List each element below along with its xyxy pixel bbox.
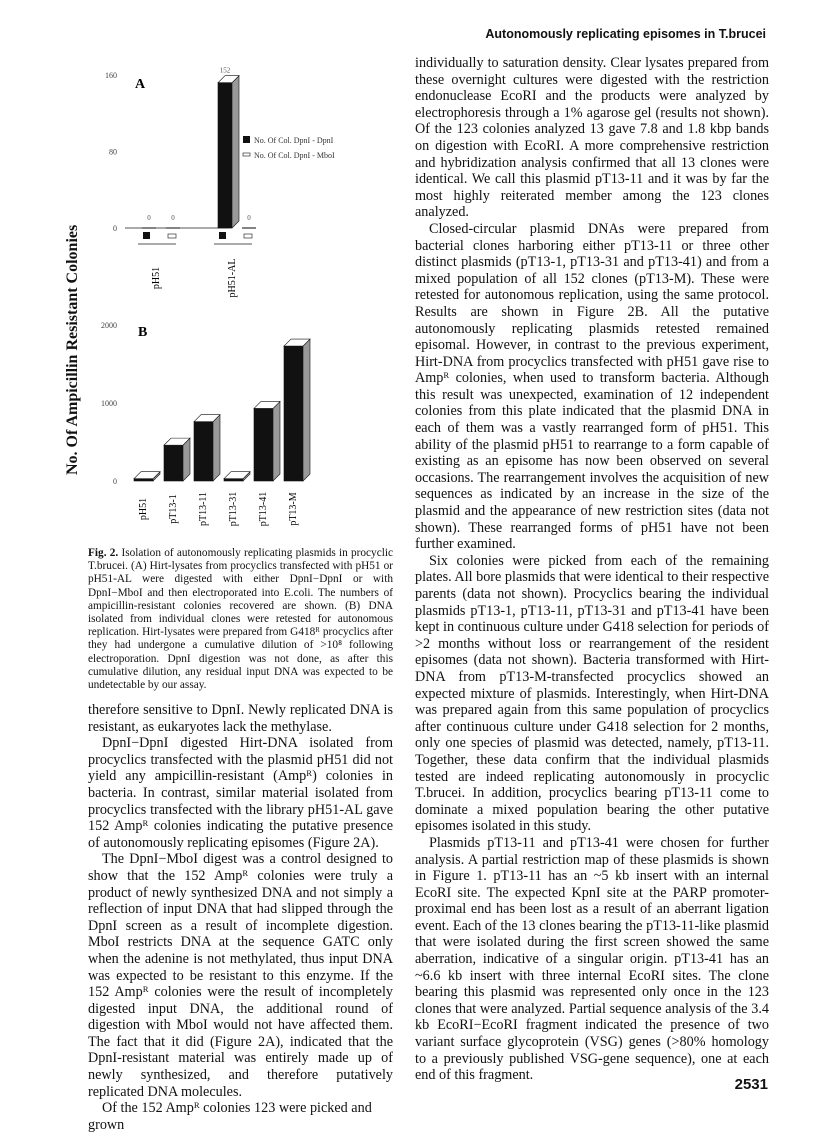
bar [254, 401, 280, 481]
bar [194, 415, 220, 481]
value-label: 152 [219, 66, 231, 75]
bar-side [303, 339, 310, 481]
figure-2 [50, 55, 400, 545]
panel-a [105, 67, 335, 298]
y-tick-label: 1000 [101, 399, 117, 408]
y-tick-label: 0 [113, 224, 117, 233]
bar-front [194, 422, 213, 481]
bar-front [254, 408, 273, 481]
bar [218, 76, 239, 228]
legend-swatch-dpni [219, 232, 226, 239]
y-tick-label: 80 [109, 147, 117, 157]
bar-front [218, 83, 232, 228]
bar-side [232, 76, 239, 228]
figure-caption [88, 547, 393, 692]
category-label: pH51 [151, 266, 162, 290]
bar-front [284, 346, 303, 481]
paragraph: DpnI−DpnI digested Hirt-DNA isolated from procyclics transfected with the plasmid pH51 did not yield any ampicillin-resistant (Ampᴿ) colonies in bacteria. In contrast, similar material isolated from procyclics transfected with the library pH51-AL gave 152 Ampᴿ colonies indicating the putative presence of autonomously replicating episomes (Figure 2A). [88, 735, 393, 851]
bar [134, 472, 160, 481]
caption-label: Fig. 2. [88, 547, 119, 559]
y-axis-label: No. Of Ampicillin Resistant Colonies [64, 224, 81, 475]
bar-side [273, 401, 280, 481]
panel-label: A [135, 77, 146, 92]
running-header: Autonomously replicating episomes in T.brucei [485, 27, 766, 41]
bar-front [134, 479, 153, 481]
category-label: pT13-M [288, 492, 299, 526]
left-column [88, 702, 393, 1133]
panel-label: B [138, 325, 148, 340]
paragraph: Plasmids pT13-11 and pT13-41 were chosen for further analysis. A partial restriction map of these plasmids is shown in Figure 1. pT13-11 has an ~5 kb insert with an internal EcoRI site. The expected KpnI site at the PARP promoter-proximal end has been lost as a result of an aberrant ligation event. Each of the 13 clones bearing the pT13-11-like plasmid that were isolated during the first screen showed the same aberration, indicative of a singular origin. pT13-41 has an ~6.6 kb insert with three internal EcoRI sites. The clone bearing this plasmid was represented only once in the 123 clones that were analyzed. Partial sequence analysis of the 3.4 kb EcoRI−EcoRI fragment indicated the presence of two variant surface glycoprotein (VSG) genes (>80% homology to a previously published VSG-gene sequence), one at each end of this fragment. [415, 834, 769, 1084]
value-label: 0 [171, 214, 175, 222]
bar-front [224, 479, 243, 481]
bar-front [164, 445, 183, 481]
paragraph: individually to saturation density. Clear lysates prepared from these overnight cultures were digested with the restriction endonuclease EcoRI and the products were analyzed by electrophoresis through a 1% agarose gel (results not shown). Of the 123 colonies analyzed 13 gave 7.8 and 1.8 kbp bands on digestion with EcoRI. A more comprehensive restriction and hybridization analysis confirmed that all 13 clones were identical. We call this plasmid pT13-11 and it was by far the most highly reiterated member among the 123 clones analyzed. [415, 55, 769, 221]
bar-side [213, 415, 220, 481]
category-label: pT13-11 [198, 491, 209, 527]
legend-label: No. Of Col. DpnI - DpnI [254, 136, 334, 145]
page-number: 2531 [734, 1076, 768, 1093]
paragraph: therefore sensitive to DpnI. Newly replicated DNA is resistant, as eukaryotes lack the methylase. [88, 702, 393, 735]
paragraph: Six colonies were picked from each of the remaining plates. All bore plasmids that were identical to their respective parents (data not shown). Procyclics bearing the individual plasmids pT13-1, pT13-11, pT13-31 and pT13-41 have been kept in continuous culture under G418 selection for periods of >2 months without loss or rearrangement of the resident episomes (data not shown). Bacteria transformed with Hirt-DNA from pT13-M-transfected procyclics showed an expected mixture of plasmids. Interestingly, when Hirt-DNA was prepared again from this same population of procyclics after continuous culture under G418 selection for 2 months, only one species of plasmid was detected, namely, pT13-11. Together, these data confirm that the individual plasmids tested are indeed replicating autonomously in procyclic T.brucei. In addition, procyclics bearing pT13-11 come to dominate a mixed population bearing the other putative episomes isolated in this study. [415, 552, 769, 835]
value-label: 0 [247, 214, 251, 222]
panel-b [101, 321, 310, 526]
bar [224, 472, 250, 481]
legend-swatch-mboi [244, 234, 252, 238]
bar [164, 438, 190, 481]
y-tick-label: 2000 [101, 321, 117, 330]
paragraph: The DpnI−MboI digest was a control designed to show that the 152 Ampᴿ colonies were truly a product of newly synthesized DNA and not simply a reflection of input DNA that had slipped through the DpnI screen as a result of incomplete digestion. MboI restricts DNA at the sequence GATC only when the adenine is not methylated, thus input DNA was expected to be resistant to this enzyme. If the 152 Ampᴿ colonies were the result of incompletely digested input DNA, the additional round of digestion with MboI would not have affected them. The fact that it did (Figure 2A), indicated that the DpnI-resistant material was entirely made up of newly synthesized, and therefore putatively replicated DNA molecules. [88, 851, 393, 1100]
category-label: pT13-31 [228, 491, 239, 527]
legend-label: No. Of Col. DpnI - MboI [254, 151, 335, 160]
legend-swatch [243, 136, 250, 143]
legend-swatch [243, 153, 250, 156]
legend-swatch-mboi [168, 234, 176, 238]
category-label: pT13-1 [168, 494, 179, 524]
right-column [415, 55, 769, 1084]
category-label: pH51 [138, 497, 149, 521]
category-label: pT13-41 [258, 491, 269, 527]
y-tick-label: 160 [105, 71, 117, 80]
category-label: pH51-AL [227, 258, 238, 298]
caption-text: Isolation of autonomously replicating plasmids in procyclic T.brucei. (A) Hirt-lysates from procyclics transfected with pH51 or pH51-AL were digested with either DpnI−DpnI or with DpnI−MboI and then electroporated into E.coli. The numbers of ampicillin-resistant colonies recovered are shown. (B) DNA isolated from individual clones were retested for autonomous replication. Hirt-lysates were prepared from G418ᴿ procyclics after they had undergone a cumulative dilution of >10⁸ following electroporation. DpnI digestion was not done, as after this cumulative dilution, any residual input DNA was expected to be undetectable by our assay. [88, 547, 393, 692]
paragraph: Of the 152 Ampᴿ colonies 123 were picked and grown [88, 1100, 372, 1133]
paragraph: Closed-circular plasmid DNAs were prepared from bacterial clones harboring either pT13-11 or three other distinct plasmids (pT13-1, pT13-31 and pT13-41) and from a mixed population of all 152 clones (pT13-M). These were retested for autonomous replication, using the same protocol. Results are shown in Figure 2B. All the putative autonomously replicating plasmids retested remained episomal. However, in contrast to the previous experiment, Hirt-DNA from procyclics transfected with pH51 gave rise to Ampᴿ colonies, when used to transform bacteria. Although this result was unexpected, examination of 12 independent colonies from this plate indicated that the plasmid DNA in each of them was a vastly rearranged form of pH51. This ability of the plasmid pH51 to rearrange to a form capable of existing as an episome has now been observed on several occasions. The rearrangement involves the acquisition of new sequences as indicated by an increase in the size of the plasmid and the appearance of new restriction sites (data not shown). These rearranged forms of pH51 have not been further examined. [415, 220, 769, 553]
bar-side [183, 438, 190, 481]
y-tick-label: 0 [113, 477, 117, 486]
bar [284, 339, 310, 481]
legend-swatch-dpni [143, 232, 150, 239]
value-label: 0 [147, 214, 151, 222]
